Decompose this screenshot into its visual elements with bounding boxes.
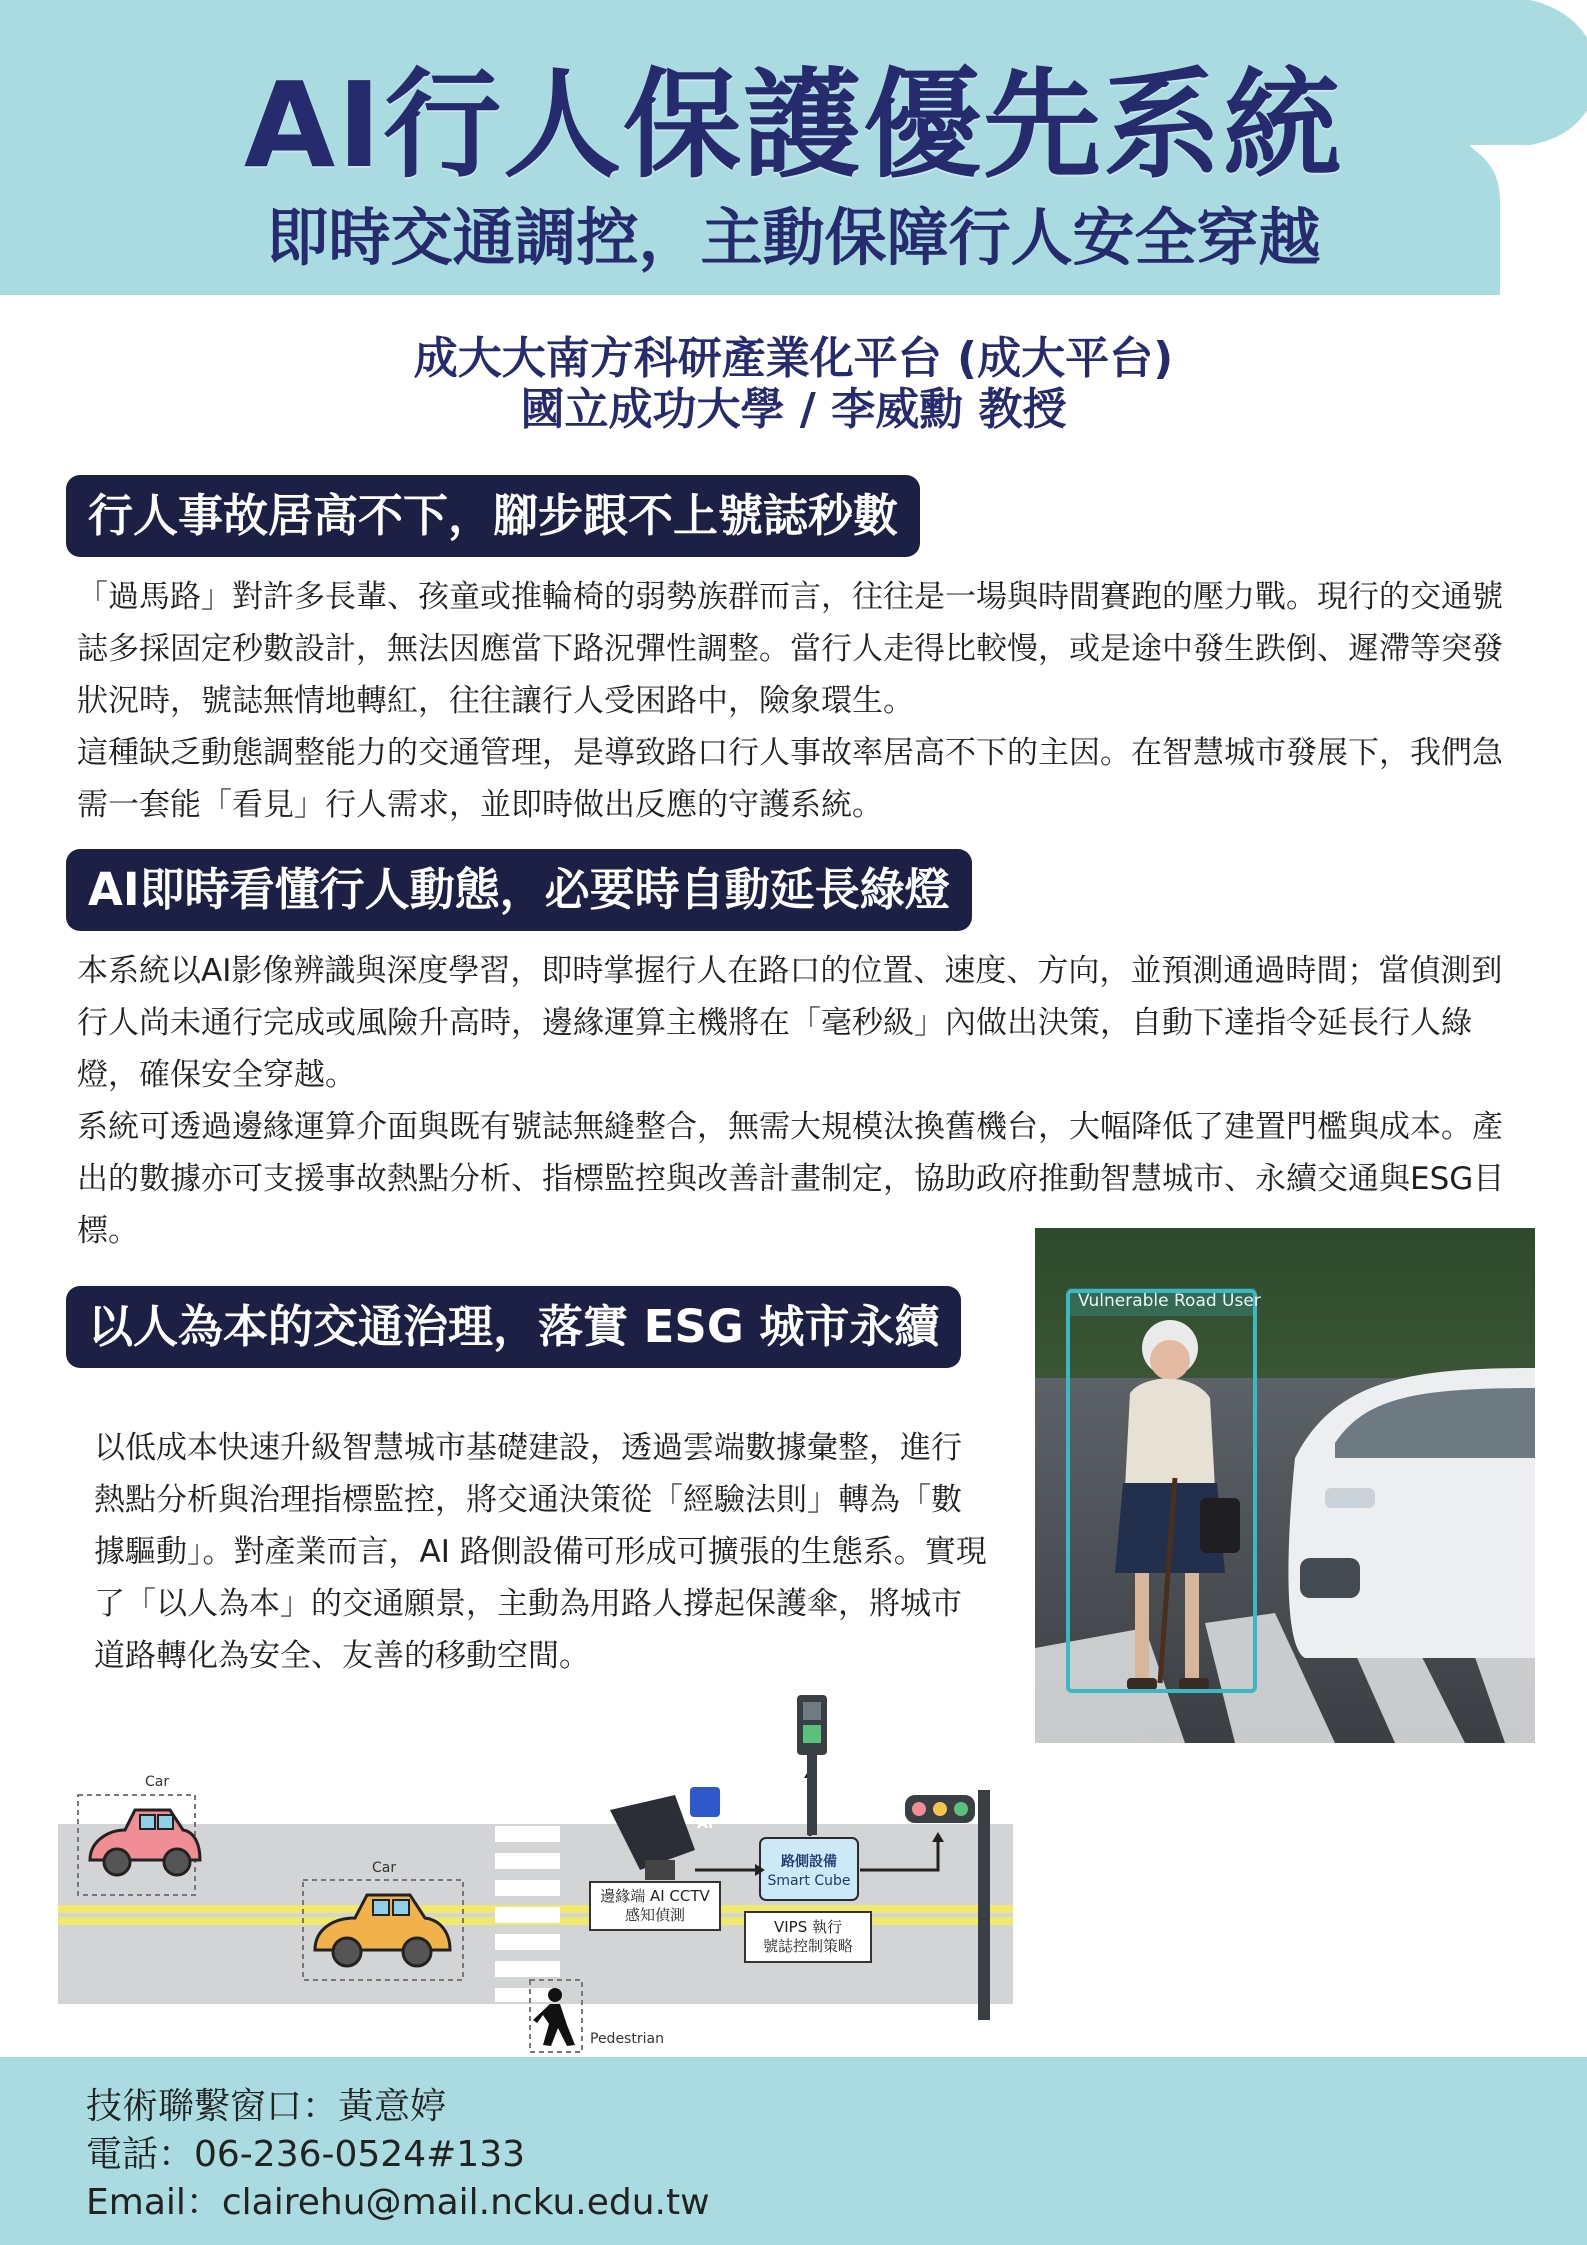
contact-person: 技術聯繫窗口：黃意婷 bbox=[86, 2086, 447, 2127]
org-author: 國立成功大學 / 李威勳 教授 bbox=[520, 384, 1067, 435]
paragraph-line: 以低成本快速升級智慧城市基礎建設，透過雲端數據彙整，進行 bbox=[94, 1430, 962, 1466]
page-title: AI行人保護優先系統 bbox=[243, 56, 1344, 194]
paragraph-line: 據驅動」。對產業而言，AI 路側設備可形成可擴張的生態系。實現 bbox=[94, 1534, 987, 1570]
section-body-problem bbox=[77, 571, 1517, 831]
paragraph-line: 狀況時，號誌無情地轉紅，往往讓行人受困路中，險象環生。 bbox=[77, 683, 914, 719]
roadside-caption-line: Smart Cube bbox=[767, 1873, 851, 1889]
paragraph-line: 需一套能「看見」行人需求，並即時做出反應的守護系統。 bbox=[77, 787, 883, 823]
paragraph-line: 誌多採固定秒數設計，無法因應當下路況彈性調整。當行人走得比較慢，或是途中發生跌倒、遲滯等突發 bbox=[77, 631, 1503, 667]
paragraph-line: 熱點分析與治理指標監控，將交通決策從「經驗法則」轉為「數 bbox=[94, 1482, 962, 1518]
vips-caption-line: VIPS 執行 bbox=[773, 1918, 843, 1936]
section-heading-problem: 行人事故居高不下，腳步跟不上號誌秒數 bbox=[66, 475, 920, 557]
car-label: Car bbox=[145, 1774, 170, 1790]
cctv-caption-line: 感知偵測 bbox=[624, 1906, 685, 1924]
section-heading-esg: 以人為本的交通治理，落實 ESG 城市永續 bbox=[66, 1286, 961, 1368]
paragraph-line: 道路轉化為安全、友善的移動空間。 bbox=[94, 1638, 590, 1674]
paragraph-line: 「過馬路」對許多長輩、孩童或推輪椅的弱勢族群而言，往往是一場與時間賽跑的壓力戰。現行的交通號 bbox=[77, 579, 1503, 615]
system-diagram bbox=[55, 1690, 1025, 2060]
paragraph-line: 標。 bbox=[77, 1213, 139, 1249]
page-subtitle: 即時交通調控，主動保障行人安全穿越 bbox=[266, 201, 1321, 274]
paragraph-line: 燈，確保安全穿越。 bbox=[77, 1057, 356, 1093]
roadside-caption bbox=[760, 1853, 858, 1891]
cctv-caption-line: 邊緣端 AI CCTV bbox=[600, 1887, 710, 1905]
detection-label: Vulnerable Road User bbox=[1078, 1291, 1261, 1311]
ai-badge: AI bbox=[697, 1816, 714, 1832]
contact-phone: 電話：06-236-0524#133 bbox=[86, 2134, 525, 2175]
paragraph-line: 出的數據亦可支援事故熱點分析、指標監控與改善計畫制定，協助政府推動智慧城市、永續交通與ESG目 bbox=[77, 1161, 1505, 1197]
cctv-caption bbox=[590, 1887, 720, 1925]
org-name: 成大大南方科研產業化平台 (成大平台) bbox=[413, 333, 1174, 384]
contact-email[interactable]: Email：clairehu@mail.ncku.edu.tw bbox=[86, 2182, 710, 2223]
pedestrian-label: Pedestrian bbox=[590, 2031, 664, 2047]
vips-caption-line: 號誌控制策略 bbox=[762, 1937, 853, 1955]
paragraph-line: 這種缺乏動態調整能力的交通管理，是導致路口行人事故率居高不下的主因。在智慧城市發展下，我們急 bbox=[77, 735, 1503, 771]
roadside-caption-line: 路側設備 bbox=[781, 1854, 837, 1870]
car-label: Car bbox=[372, 1860, 397, 1876]
section-body-esg bbox=[94, 1422, 1014, 1682]
paragraph-line: 本系統以AI影像辨識與深度學習，即時掌握行人在路口的位置、速度、方向，並預測通過時間；當偵測到 bbox=[77, 953, 1503, 989]
paragraph-line: 行人尚未通行完成或風險升高時，邊緣運算主機將在「毫秒級」內做出決策，自動下達指令延長行人綠 bbox=[77, 1005, 1472, 1041]
vips-caption bbox=[745, 1918, 871, 1956]
paragraph-line: 系統可透過邊緣運算介面與既有號誌無縫整合，無需大規模汰換舊機台，大幅降低了建置門檻與成本。產 bbox=[77, 1109, 1503, 1145]
section-body-solution bbox=[77, 945, 1517, 1257]
paragraph-line: 了「以人為本」的交通願景，主動為用路人撐起保護傘，將城市 bbox=[94, 1586, 962, 1622]
section-heading-solution: AI即時看懂行人動態，必要時自動延長綠燈 bbox=[66, 849, 972, 931]
